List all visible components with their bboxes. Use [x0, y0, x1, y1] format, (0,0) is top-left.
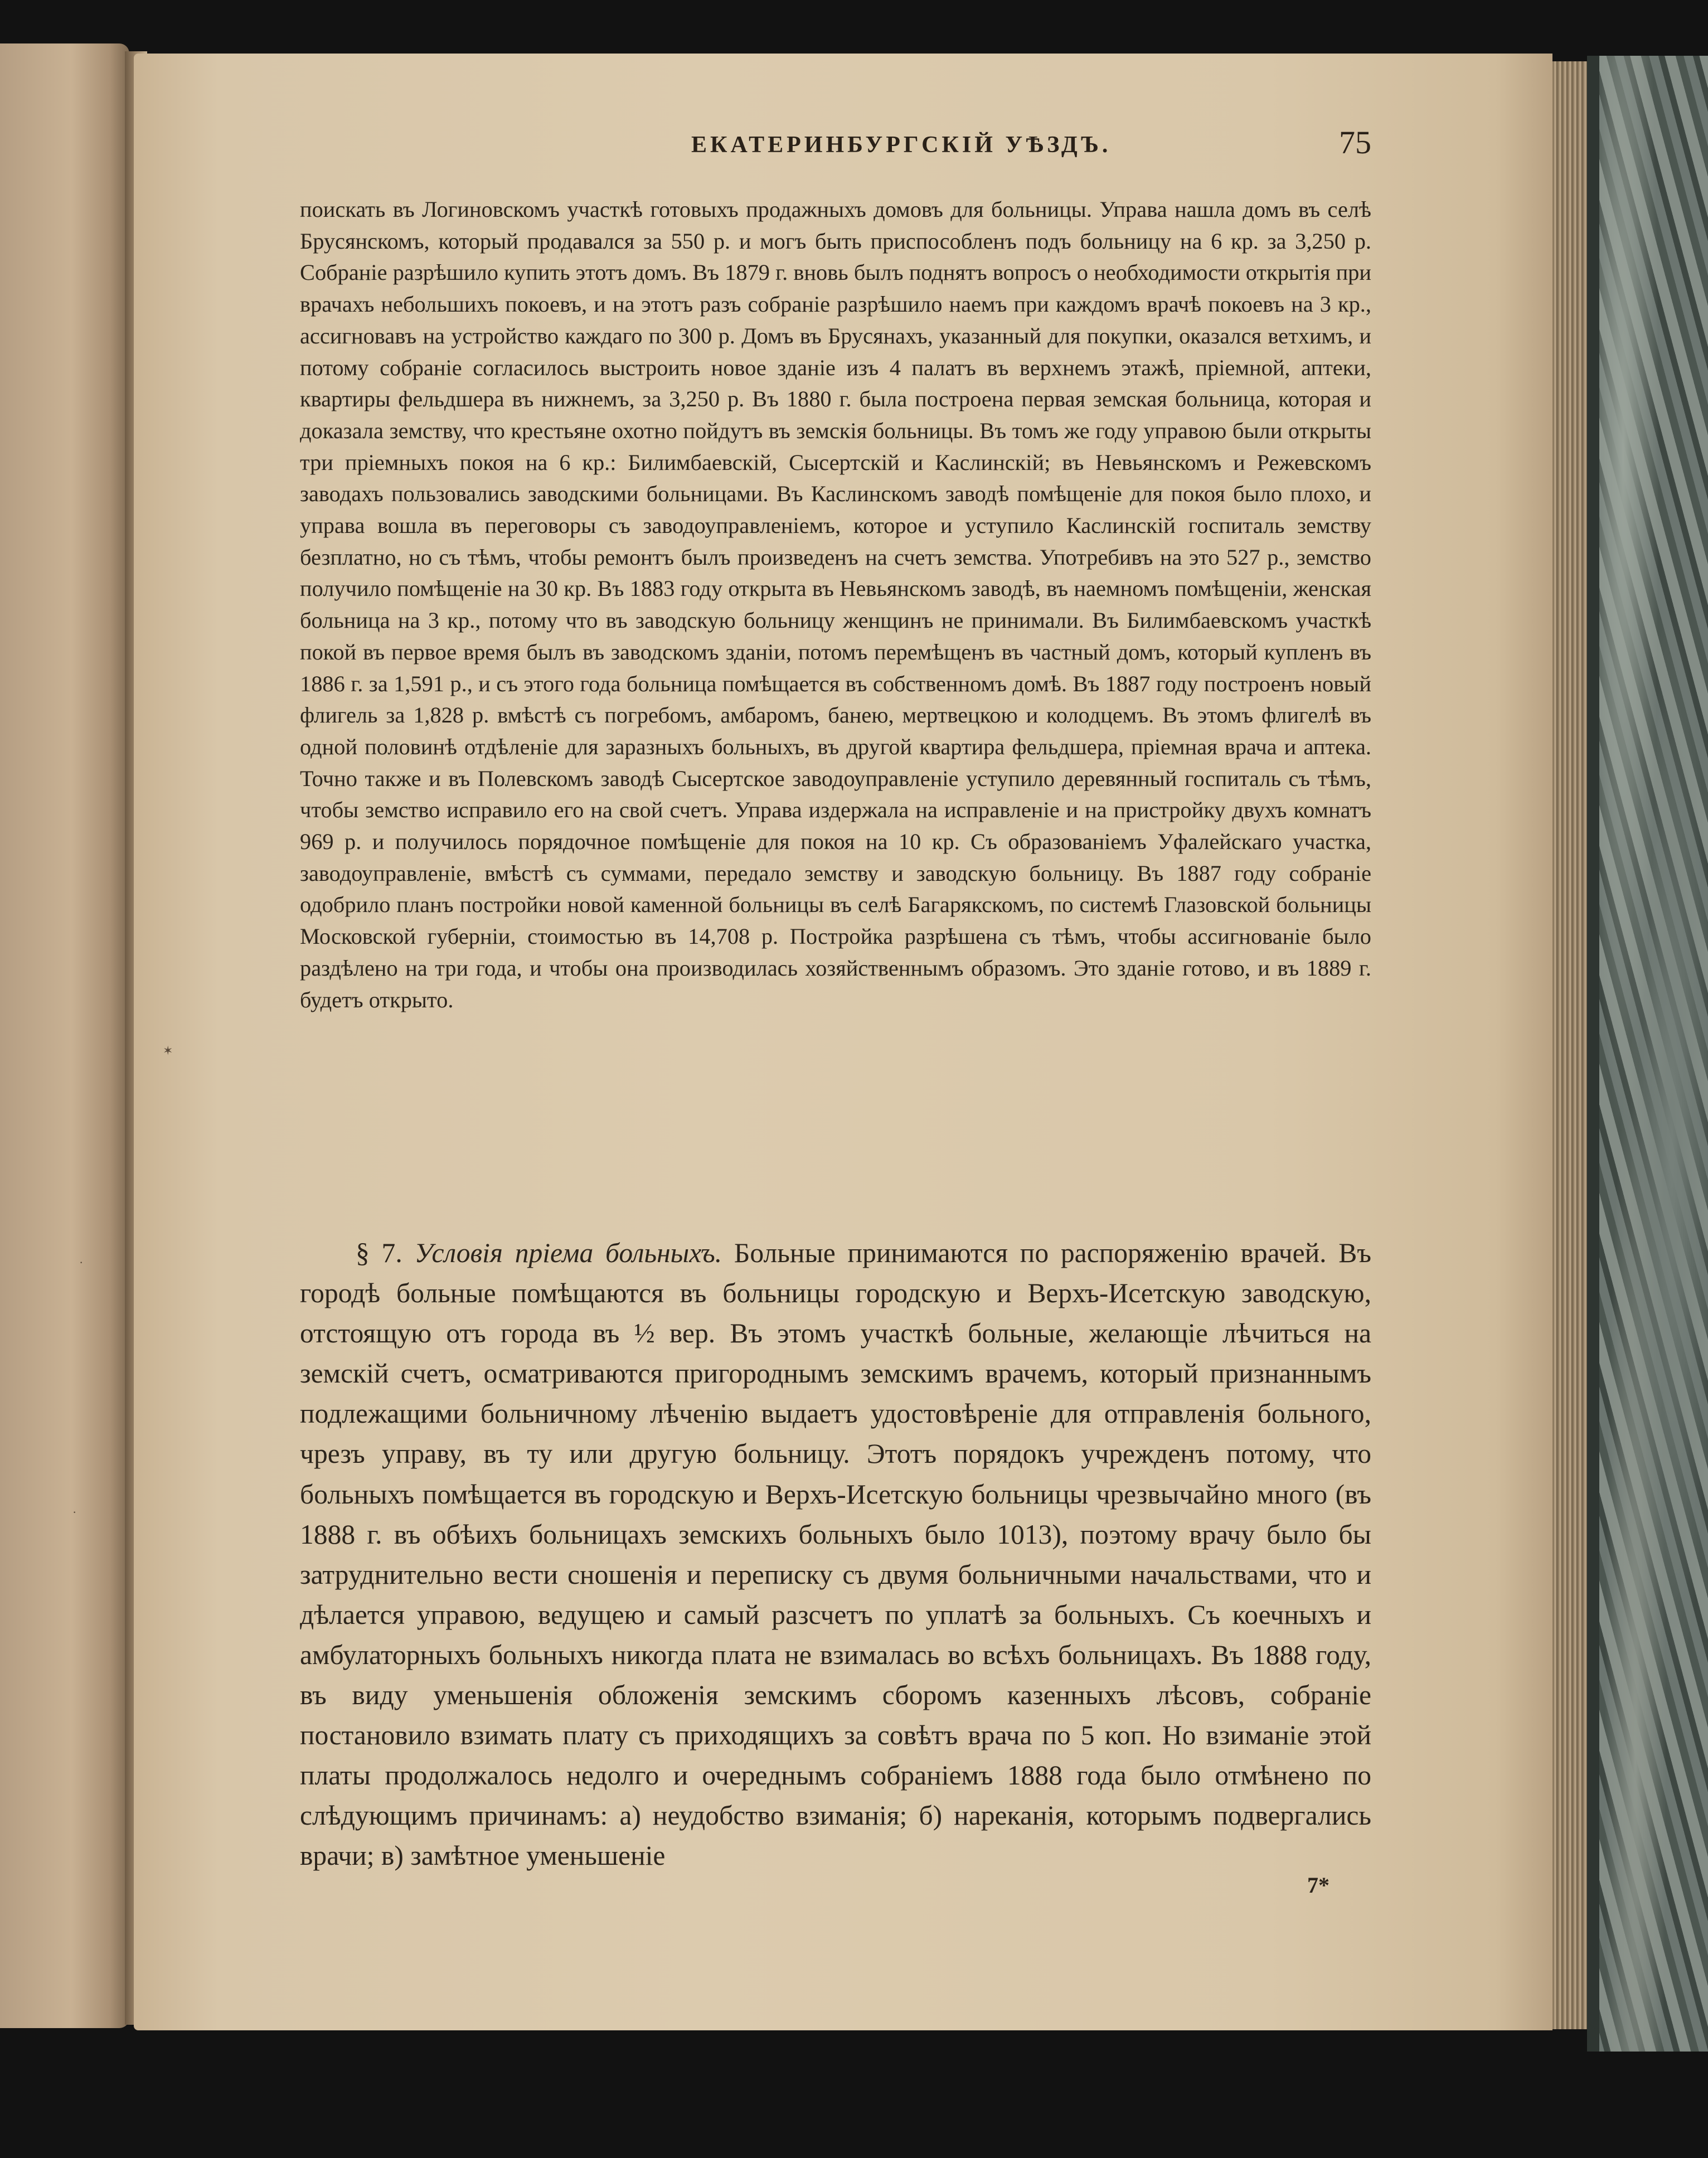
- margin-speck: ·: [72, 1505, 77, 1519]
- running-title: ЕКАТЕРИНБУРГСКІЙ УѢЗДЪ.: [691, 132, 1112, 158]
- signature-mark: 7*: [1307, 1873, 1329, 1898]
- page-number: 75: [1339, 124, 1371, 161]
- section-paragraph: [300, 1233, 1371, 1876]
- small-print-paragraph: поискать въ Логиновскомъ участкѣ готовыхъ продажныхъ домовъ для больницы. Управа нашла домъ въ селѣ Брусянскомъ, который продавался за 550 р. и могъ быть приспособленъ подъ больницу на 6 кр. за 3,250 р. Собраніе разрѣшило купить этотъ домъ. Въ 1879 г. вновь былъ поднятъ вопросъ о необходимости открытія при врачахъ небольшихъ покоевъ, и на этотъ разъ собраніе разрѣшило наемъ при каждомъ врачѣ покоевъ на 3 кр., ассигновавъ на устройство каждаго по 300 р. Домъ въ Брусянахъ, указанный для покупки, оказался ветхимъ, и потому собраніе согласилось выстроить новое зданіе изъ 4 палатъ въ верхнемъ этажѣ, пріемной, аптеки, квартиры фельдшера въ нижнемъ, за 3,250 р. Въ 1880 г. была построена первая земская больница, которая и доказала земству, что крестьяне охотно пойдутъ въ земскія больницы. Въ томъ же году управою были открыты три пріемныхъ покоя на 6 кр.: Билимбаевскій, Сысертскій и Каслинскій; въ Невьянскомъ и Режевскомъ заводахъ пользовались заводскими больницами. Въ Каслинскомъ заводѣ помѣщеніе для покоя было плохо, и управа вошла въ переговоры съ заводоуправленіемъ, которое и уступило Каслинскій госпиталь земству безплатно, но съ тѣмъ, чтобы ремонтъ былъ произведенъ на счетъ земства. Употребивъ на это 527 р., земство получило помѣщеніе на 30 кр. Въ 1883 году открыта въ Невьянскомъ заводѣ, въ наемномъ помѣщеніи, женская больница на 3 кр., потому что въ заводскую больницу женщинъ не принимали. Въ Билимбаевскомъ участкѣ покой въ первое время былъ въ заводскомъ зданіи, потомъ перемѣщенъ въ частный домъ, который купленъ въ 1886 г. за 1,591 р., и съ этого года больница помѣщается въ собственномъ домѣ. Въ 1887 году построенъ новый флигель за 1,828 р. вмѣстѣ съ погребомъ, амбаромъ, банею, мертвецкою и колодцемъ. Въ этомъ флигелѣ въ одной половинѣ отдѣленіе для заразныхъ больныхъ, въ другой квартира фельдшера, пріемная врача и аптека. Точно также и въ Полевскомъ заводѣ Сысертское заводоуправленіе уступило деревянный госпиталь съ тѣмъ, чтобы земство исправило его на свой счетъ. Управа издержала на исправленіе и на пристройку двухъ комнатъ 969 р. и получилось порядочное помѣщеніе для покоя на 10 кр. Съ образованіемъ Уфалейскаго участка, заводоуправленіе, вмѣстѣ съ суммами, передало земству и заводскую больницу. Въ 1887 году собраніе одобрило планъ постройки новой каменной больницы въ селѣ Багарякскомъ, по системѣ Глазовской больницы Московской губерніи, стоимостью въ 14,708 р. Постройка разрѣшена съ тѣмъ, чтобы ассигнованіе было раздѣлено на три года, и чтобы она производилась хозяйственнымъ образомъ. Это зданіе готово, и въ 1889 г. будетъ открыто.: [300, 197, 1371, 1012]
- left-page-edge: [0, 43, 129, 2028]
- page-header: [301, 124, 1371, 168]
- small-print-block: [300, 194, 1371, 1016]
- cover-spine: [1587, 56, 1599, 2052]
- margin-speck: ✶: [163, 1044, 173, 1058]
- section-title: Условія пріема больныхъ.: [414, 1238, 722, 1268]
- page-edges: [1552, 61, 1587, 2029]
- margin-speck: ·: [79, 1255, 84, 1269]
- section-block: [300, 1233, 1371, 1876]
- section-number: § 7.: [356, 1238, 402, 1268]
- section-text: Больные принимаются по распоряженію врачей. Въ городѣ больные помѣщаются въ больницы городскую и Верхъ-Исетскую заводскую, отстоящую отъ города въ ½ вер. Въ этомъ участкѣ больные, желающіе лѣчиться на земскій счетъ, осматриваются пригороднымъ земскимъ врачемъ, который признаннымъ подлежащими больничному лѣченію выдаетъ удостовѣреніе для отправленія больного, чрезъ управу, въ ту или другую больницу. Этотъ порядокъ учрежденъ потому, что больныхъ помѣщается въ городскую и Верхъ-Исетскую больницы чрезвычайно много (въ 1888 г. въ обѣихъ больницахъ земскихъ больныхъ было 1013), поэтому врачу было бы затруднительно вести сношенія и переписку съ двумя больничными начальствами, что и дѣлается управою, ведущею и самый разсчетъ по уплатѣ за больныхъ. Съ коечныхъ и амбулаторныхъ больныхъ никогда плата не взималась во всѣхъ больницахъ. Въ 1888 году, въ виду уменьшенія обложенія земскимъ сборомъ казенныхъ лѣсовъ, собраніе постановило взимать плату съ приходящихъ за совѣтъ врача по 5 коп. Но взиманіе этой платы продолжалось недолго и очереднымъ собраніемъ 1888 года было отмѣнено по слѣдующимъ причинамъ: а) неудобство взиманія; б) нареканія, которымъ подвергались врачи; в) замѣтное уменьшеніе: [300, 1238, 1371, 1871]
- marbled-cover: [1587, 56, 1708, 2052]
